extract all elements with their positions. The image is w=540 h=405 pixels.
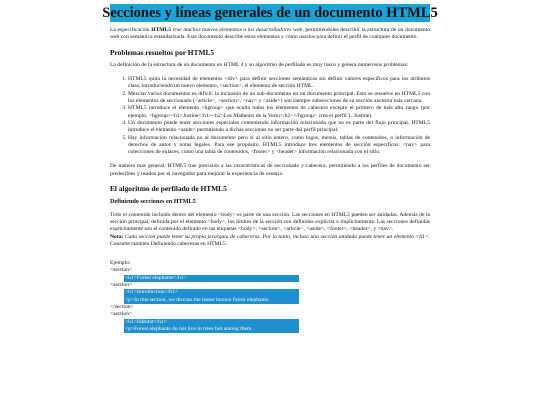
code-line xyxy=(110,297,430,304)
code-line-highlighted: <h1>Habitat</h1> xyxy=(124,319,299,326)
section-heading-problems: Problemas resueltos por HTML5 xyxy=(110,47,215,57)
problems-paragraph: La definición de la estructura de un documento en HTML 4 y su algoritmo de perfilado es muy tosco y genera numerosos problemas: xyxy=(110,61,409,68)
code-example xyxy=(110,267,430,333)
intro-paragraph xyxy=(110,27,430,42)
code-line-highlighted: <h1>Introduction</h1> xyxy=(124,289,299,296)
code-line-highlighted: <p>Forest elephants do not live in trees but among them. xyxy=(124,326,299,333)
code-line xyxy=(110,311,430,318)
note-text: Consulte también Definiendo cabeceras en HTML5. xyxy=(110,240,228,247)
code-line xyxy=(110,289,430,296)
code-line xyxy=(110,304,430,311)
code-line-text: <section> xyxy=(110,267,133,274)
list-item: 3. HTML5 introduce el elemento <hgroup> que oculta todos los elementos de cabecera excepto el primero de más alto rango (por ejemplo, <hgroup><h1>Justine</h1><h2>Les Malheurs de la Vertu</h2></hgroup> crea el perfil 1. Justine). xyxy=(128,105,430,120)
code-line-highlighted: <p>In this section, we discuss the lesser known forest elephants. xyxy=(124,297,299,304)
sections-text: Todo el contenido incluido dentro del elemento <body> es parte de una sección. Las secciones en HTML5 pueden ser anidadas. Además de la sección principal, definida por el elemento <body>, los límites de la sección son definidos explícita o implícitamente. Las secciones definidas explícitamente son el contenido definido en las etiquetas <body>, <section>, <article>, <aside>, <footer>, <header>, y <nav>. xyxy=(110,211,430,233)
intro-text-post: web, permitiéndoles describir la estructura de un documento web con semántica estandarizada. Este documento describe estos elementos y cómo usarlos para definir el perfil de cualquier documento. xyxy=(110,27,430,41)
code-line xyxy=(110,267,430,274)
problems-list xyxy=(110,76,430,156)
intro-emphasis: trae muchos nuevos elementos a los desarrolladores xyxy=(171,27,292,33)
code-line xyxy=(110,319,430,326)
note-label: Nota: xyxy=(110,233,124,240)
closing-paragraph: De manera más general, HTML5 trae precisión a las características de seccionado y cabecera, permitiendo a los perfiles de documento ser predecibles y usados por el navegador para mejorar la experiencia de usuario. xyxy=(110,163,430,177)
list-item: 5. Hay información relacionada no al documento pero sí al sitio entero, como logos, menús, tablas de contenidos, o información de derechos de autor y notas legales. Para ese propósito, HTML5 introduce tres elementos de sección específicos: <nav> para colecciones de enlaces, como una tabla de contenidos, <footer> y <header> información relacionada con el sitio. xyxy=(128,135,430,157)
code-line xyxy=(110,282,430,289)
code-line xyxy=(110,275,430,282)
sections-paragraph xyxy=(110,212,430,248)
code-line-text: </section> xyxy=(110,303,134,310)
subheading-defining-sections: Definiendo secciones en HTML5 xyxy=(110,198,196,206)
note-emphasis: Cada sección puede tener su propia jerarquía de cabeceras. Por lo tanto, incluso una sección anidada puede tener un elemento <h1>. xyxy=(123,233,430,240)
code-line-highlighted: <h1>Forest elephants</h1> xyxy=(124,275,299,282)
intro-text-pre: La especificación xyxy=(110,27,152,33)
section-heading-algorithm: El algoritmo de perfilado de HTML5 xyxy=(110,184,227,194)
code-line xyxy=(110,326,430,333)
code-line-text: <section> xyxy=(110,311,133,318)
example-label: Ejemplo: xyxy=(110,260,131,267)
code-line-text: <section> xyxy=(110,282,133,289)
list-item: 1. HTML5 quita la necesidad de elementos <div> para definir secciones semánticas sin definir valores específicos para los atributos class, introduciendo un nuevo elemento, <section>, el elemento de sección HTML. xyxy=(128,76,430,91)
intro-strong: HTML5 xyxy=(151,27,172,33)
document-body xyxy=(110,27,430,333)
list-item: 4. Un documento puede tener secciones especiales conteniendo información relacionada que no es parte del flujo principal. HTML5 introduce el elemento <aside> permitiendo a dichas secciones no ser parte del perfil principal. xyxy=(128,120,430,135)
title-bar xyxy=(102,4,438,22)
page-title: Secciones y líneas generales de un documento HTML5 xyxy=(102,4,438,21)
list-item: 2. Mezclar varios documentos es difícil: la inclusión de un sub-documento en un documento principal. Esto se resuelve en HTML5 con los elementos de seccionado (<article>, <section>, <nav> y <aside>) son siempre subsecciones de su sección ancestra más cercana. xyxy=(128,91,430,106)
